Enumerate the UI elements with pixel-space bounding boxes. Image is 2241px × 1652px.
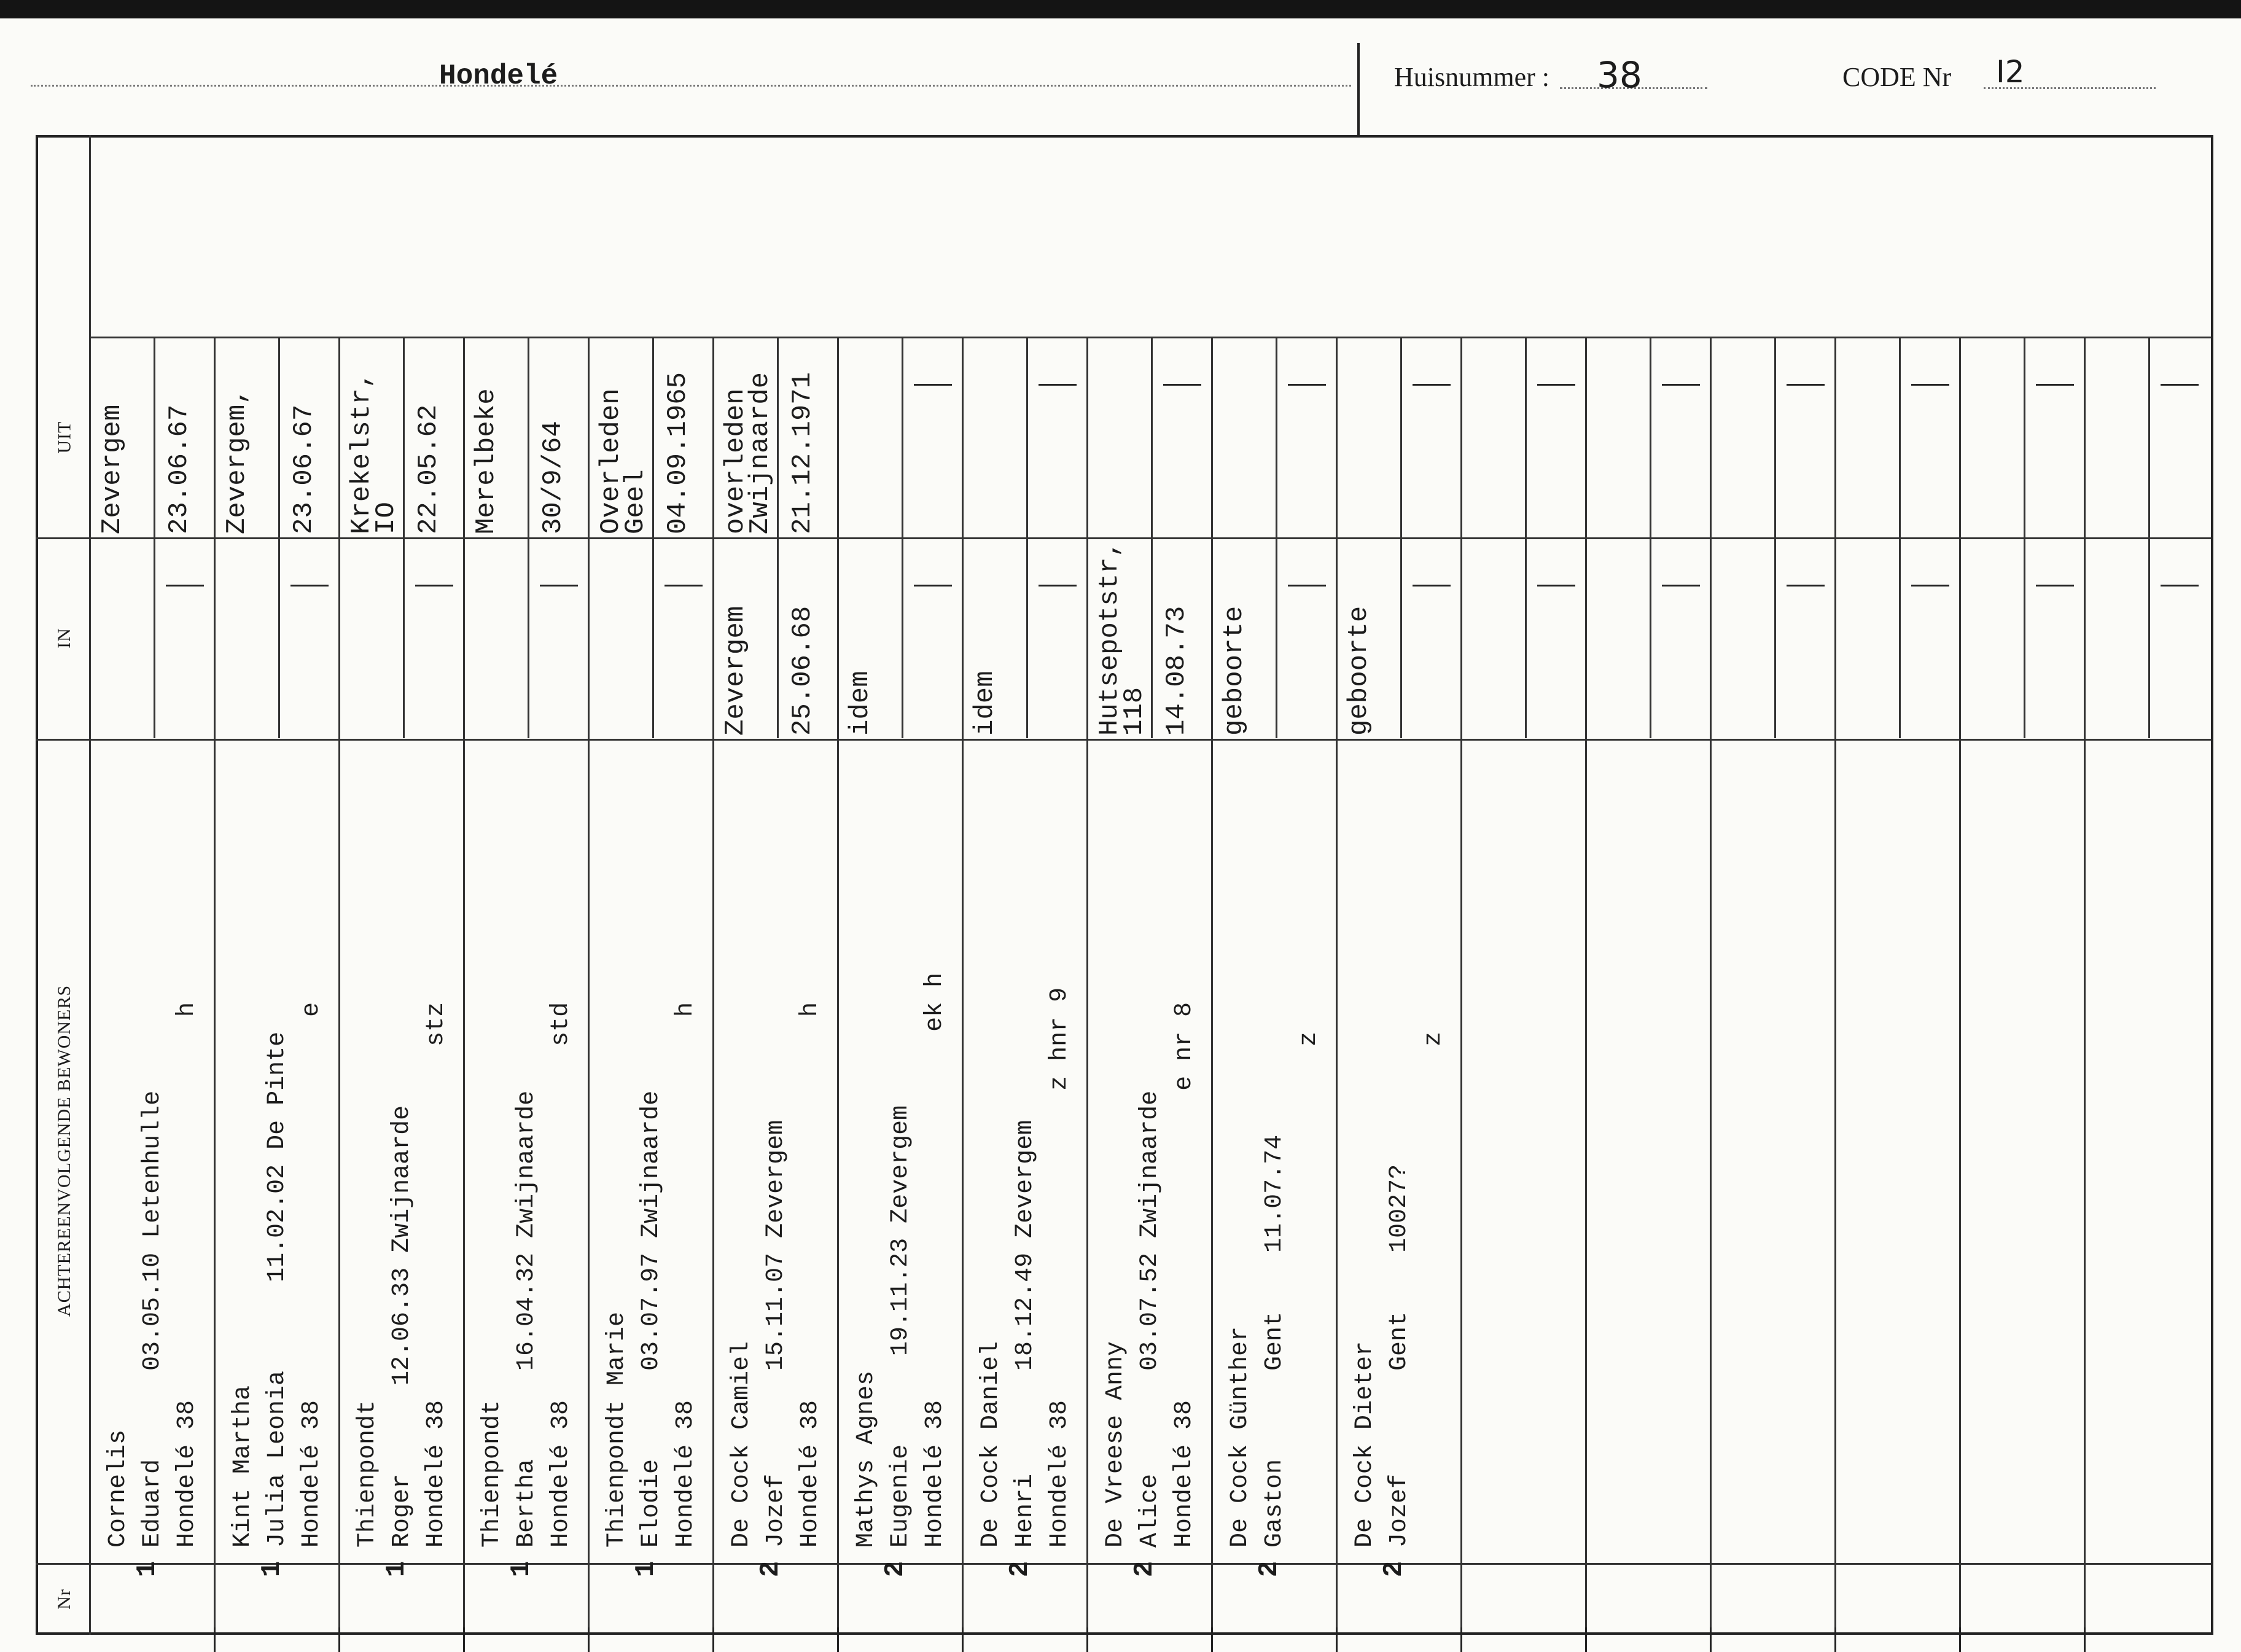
resident-line: Hondelé 38 e nr 8 (1171, 1002, 1198, 1548)
entry-number: 1 (381, 1560, 412, 1578)
column-divider (1959, 337, 1961, 1635)
resident-line: De Vreese Anny (1102, 1341, 1129, 1548)
in-place: Zevergem (720, 606, 751, 736)
out-empty-dash (1163, 384, 1201, 386)
resident-line: De Cock Camiel (728, 1341, 755, 1548)
bottom-tick (1710, 1627, 1712, 1652)
out-empty-dash (1039, 384, 1077, 386)
entry-number: 2 (1005, 1560, 1035, 1578)
date-subdivider (1774, 337, 1776, 537)
entry-number: 2 (1254, 1560, 1285, 1578)
in-place: geboorte (1344, 606, 1374, 736)
date-subdivider (1151, 537, 1153, 738)
date-subdivider (1899, 537, 1901, 738)
column-divider (962, 337, 964, 1635)
column-divider (1460, 337, 1462, 1635)
resident-entry (1099, 755, 1202, 1548)
resident-line: Julia Leonia 11.02.02 De Pinte (263, 1031, 291, 1548)
out-empty-dash (914, 384, 952, 386)
column-divider (588, 337, 590, 1635)
entry-number: 2 (1129, 1560, 1160, 1578)
resident-line: Hondelé 38 e (298, 1002, 325, 1548)
label-uit: UIT (53, 421, 74, 453)
resident-line: Hondelé 38 ek h (921, 972, 949, 1548)
resident-line: Thienpondt (354, 1400, 381, 1548)
out-date: 30/9/64 (538, 421, 569, 534)
resident-line: Hondelé 38 stz (423, 1002, 450, 1548)
empty-dash (1911, 585, 1949, 586)
in-bewoners-rule (36, 739, 2211, 741)
entry-number: 2 (880, 1560, 911, 1578)
resident-line: Hondelé 38 h (173, 1002, 201, 1548)
bottom-tick (1585, 1627, 1587, 1652)
resident-line: Thienpondt (478, 1400, 506, 1548)
bottom-tick (338, 1627, 340, 1652)
resident-line: Henri 18.12.49 Zevergem (1011, 1120, 1039, 1548)
column-divider (712, 337, 714, 1635)
resident-entry (226, 755, 329, 1548)
entry-number: 1 (132, 1560, 163, 1578)
out-empty-dash (1413, 384, 1451, 386)
date-subdivider (1151, 337, 1153, 537)
resident-line: Jozef Gent 10027? (1386, 1164, 1413, 1548)
out-place: Overleden Geel (596, 388, 651, 534)
out-date: 23.06.67 (164, 404, 195, 534)
top-scan-border (0, 0, 2241, 18)
huisnummer-value: 38 (1597, 54, 1642, 96)
in-empty-dash (1039, 585, 1077, 586)
resident-line: Kint Martha (229, 1385, 257, 1548)
resident-line: Cornelis (104, 1429, 132, 1548)
column-divider (1834, 337, 1836, 1635)
resident-line: Thienpondt Marie (603, 1311, 631, 1548)
empty-dash (1787, 585, 1825, 586)
empty-dash (1787, 384, 1825, 386)
date-subdivider (1774, 537, 1776, 738)
column-divider (837, 337, 839, 1635)
bottom-tick (1336, 1627, 1338, 1652)
in-empty-dash (665, 585, 703, 586)
empty-dash (1662, 585, 1700, 586)
date-subdivider (777, 537, 779, 738)
resident-line: Mathys Agnes (852, 1370, 880, 1548)
date-subdivider (2148, 337, 2150, 537)
date-subdivider (1525, 337, 1527, 537)
date-subdivider (403, 537, 405, 738)
date-subdivider (902, 337, 903, 537)
bottom-tick (1959, 1627, 1961, 1652)
in-empty-dash (1413, 585, 1451, 586)
resident-line: Roger 12.06.33 Zwijnaarde (388, 1105, 416, 1548)
out-date: 23.06.67 (289, 404, 319, 534)
date-subdivider (1525, 537, 1527, 738)
resident-line: Bertha 16.04.32 Zwijnaarde (513, 1090, 540, 1548)
resident-line: Hondelé 38 z hnr 9 (1046, 987, 1074, 1548)
bottom-tick (1834, 1627, 1836, 1652)
header-separator (1357, 43, 1360, 135)
date-subdivider (528, 337, 529, 537)
date-subdivider (1650, 337, 1651, 537)
resident-entry (974, 755, 1077, 1548)
resident-entry (351, 755, 454, 1548)
label-in: IN (54, 628, 74, 649)
entry-number: 1 (257, 1560, 287, 1578)
date-subdivider (902, 537, 903, 738)
bottom-tick (463, 1627, 465, 1652)
out-place: Zevergem, (222, 388, 252, 534)
date-subdivider (278, 537, 280, 738)
date-subdivider (652, 537, 654, 738)
in-empty-dash (290, 585, 329, 586)
uit-in-rule (36, 537, 2211, 539)
date-subdivider (154, 537, 155, 738)
column-divider (338, 337, 340, 1635)
date-subdivider (777, 337, 779, 537)
entry-number: 2 (755, 1560, 786, 1578)
date-subdivider (1400, 537, 1402, 738)
in-date: 25.06.68 (787, 606, 818, 736)
out-empty-dash (1288, 384, 1326, 386)
entry-number: 2 (1379, 1560, 1409, 1578)
bottom-tick (1211, 1627, 1213, 1652)
entry-number: 1 (631, 1560, 661, 1578)
out-place: overleden Zwijnaarde (720, 372, 776, 534)
date-subdivider (1026, 337, 1028, 537)
empty-dash (2161, 585, 2199, 586)
date-subdivider (1650, 537, 1651, 738)
resident-line: Eugenie 19.11.23 Zevergem (887, 1105, 914, 1548)
label-nr: Nr (54, 1588, 74, 1610)
resident-entry (600, 755, 703, 1548)
resident-line: De Cock Dieter (1351, 1341, 1379, 1548)
date-subdivider (1400, 337, 1402, 537)
bottom-tick (962, 1627, 964, 1652)
resident-line: Gaston Gent 11.07.74 (1261, 1134, 1288, 1548)
date-subdivider (154, 337, 155, 537)
resident-line: z (1420, 1031, 1448, 1548)
resident-line: Elodie 03.07.97 Zwijnaarde (637, 1090, 665, 1548)
bottom-tick (2084, 1627, 2086, 1652)
label-bewoners: ACHTEREENVOLGENDE BEWONERS (54, 984, 74, 1317)
bottom-tick (588, 1627, 590, 1652)
huisnummer-label: Huisnummer : (1394, 62, 1549, 92)
out-date: 04.09.1965 (663, 372, 693, 534)
empty-dash (1662, 384, 1700, 386)
resident-line: Hondelé 38 h (672, 1002, 700, 1548)
date-subdivider (652, 337, 654, 537)
date-subdivider (1899, 337, 1901, 537)
date-subdivider (403, 337, 405, 537)
in-empty-dash (914, 585, 952, 586)
empty-dash (2036, 384, 2074, 386)
column-divider (1336, 337, 1338, 1635)
out-date: 22.05.62 (413, 404, 444, 534)
date-subdivider (1276, 537, 1277, 738)
date-subdivider (278, 337, 280, 537)
column-divider (214, 337, 216, 1635)
in-empty-dash (1288, 585, 1326, 586)
date-subdivider (2024, 337, 2025, 537)
date-subdivider (2024, 537, 2025, 738)
out-place: Zevergem (97, 404, 128, 534)
bottom-tick (712, 1627, 714, 1652)
bottom-tick (214, 1627, 216, 1652)
date-subdivider (2148, 537, 2150, 738)
empty-dash (1537, 585, 1575, 586)
form-header (0, 37, 2241, 135)
date-subdivider (1026, 537, 1028, 738)
label-column-divider (89, 135, 91, 1635)
resident-entry (725, 755, 828, 1548)
street-dotted-line (31, 85, 1351, 87)
column-divider (1585, 337, 1587, 1635)
in-place: geboorte (1219, 606, 1250, 736)
resident-entry (1348, 755, 1451, 1548)
out-place: Krekelstr, IO (346, 372, 402, 534)
date-subdivider (528, 537, 529, 738)
resident-line: De Cock Daniel (977, 1341, 1005, 1548)
in-place: idem (845, 671, 876, 736)
in-place: idem (970, 671, 1000, 736)
empty-dash (2161, 384, 2199, 386)
resident-line: De Cock Günther (1226, 1326, 1254, 1548)
code-value: I2 (1996, 54, 2025, 90)
empty-dash (1911, 384, 1949, 386)
resident-line: Hondelé 38 std (547, 1002, 575, 1548)
column-divider (2084, 337, 2086, 1635)
in-place: Hutsepotstr, 118 (1094, 541, 1150, 736)
resident-entry (849, 755, 953, 1548)
resident-entry (101, 755, 205, 1548)
resident-entry (475, 755, 579, 1548)
column-divider (1710, 337, 1712, 1635)
resident-line: Jozef 15.11.07 Zevergem (762, 1120, 790, 1548)
bottom-tick (1460, 1627, 1462, 1652)
in-date: 14.08.73 (1161, 606, 1192, 736)
bottom-tick (837, 1627, 839, 1652)
resident-line: Alice 03.07.52 Zwijnaarde (1136, 1090, 1164, 1548)
in-empty-dash (540, 585, 578, 586)
entry-number: 1 (506, 1560, 537, 1578)
empty-dash (2036, 585, 2074, 586)
column-divider (1211, 337, 1213, 1635)
column-divider (1086, 337, 1088, 1635)
street-name: Hondelé (439, 60, 558, 92)
code-label: CODE Nr (1842, 62, 1952, 92)
resident-line: Eduard 03.05.10 Letenhulle (139, 1090, 166, 1548)
out-date: 21.12.1971 (787, 372, 818, 534)
date-subdivider (1276, 337, 1277, 537)
column-divider (463, 337, 465, 1635)
bottom-tick (1086, 1627, 1088, 1652)
resident-entry (1223, 755, 1327, 1548)
out-place: Merelbeke (471, 388, 502, 534)
resident-line: z (1295, 1031, 1323, 1548)
empty-dash (1537, 384, 1575, 386)
resident-line: Hondelé 38 h (797, 1002, 824, 1548)
in-empty-dash (415, 585, 453, 586)
in-empty-dash (166, 585, 204, 586)
uit-top-rule (89, 337, 2211, 338)
bewoners-nr-rule (36, 1563, 2211, 1565)
